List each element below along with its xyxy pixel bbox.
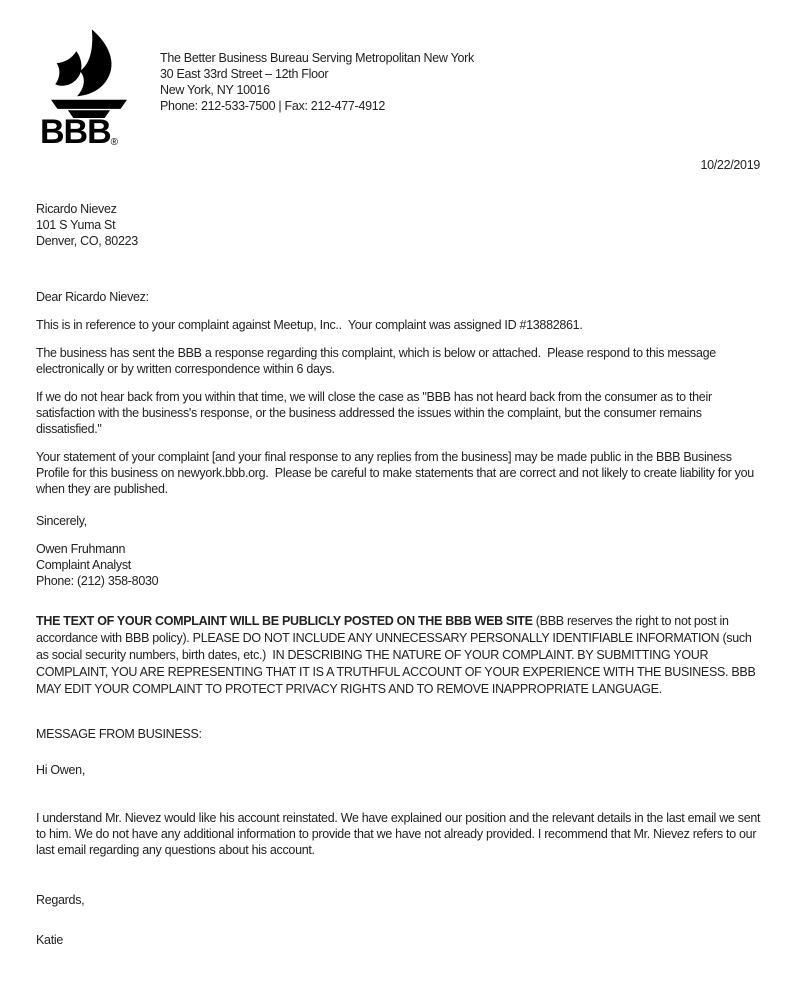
bbb-logo [40,28,148,157]
org-line-city: New York, NY 10016 [160,83,270,97]
recipient-city: Denver, CO, 80223 [36,234,138,248]
bbb-logo-letters: BBB [40,113,111,151]
public-posting-notice [36,613,766,698]
signer-title: Complaint Analyst [36,558,131,572]
closing-sincerely: Sincerely, [36,514,87,528]
org-line-name: The Better Business Bureau Serving Metropolitan New York [160,51,474,65]
salutation: Dear Ricardo Nievez: [36,290,149,304]
letter-body [0,289,796,948]
org-address-block [160,50,474,114]
recipient-street: 101 S Yuma St [36,218,116,232]
bbb-logo-text [40,113,148,157]
body-paragraph-response: The business has sent the BBB a response regarding this complaint, which is below or attached. Please respond to this message electronically or by written correspondence within 6 days. [36,346,720,376]
notice-bold-lead: THE TEXT OF YOUR COMPLAINT WILL BE PUBLICLY POSTED ON THE BBB WEB SITE [36,614,533,628]
business-message-body: I understand Mr. Nievez would like his account reinstated. We have explained our position and the relevant details in the last email we sent to him. We do not have any additional information to provide that we have not already provided. I recommend that Mr. Nievez refers to our last email regarding any questions about his account. [36,811,764,857]
business-signer: Katie [36,933,63,947]
body-paragraph-close-case: If we do not hear back from you within that time, we will close the case as "BBB has not heard back from the consumer as to their satisfaction with the business's response, or the business addressed the issues within the complaint, but the consumer remains dissatisfied." [36,390,715,436]
business-message-heading: MESSAGE FROM BUSINESS: [36,727,202,741]
bbb-torch-icon [42,28,136,118]
body-paragraph-reference: This is in reference to your complaint against Meetup, Inc.. Your complaint was assigned ID #13882861. [36,318,583,332]
recipient-name: Ricardo Nievez [36,202,117,216]
notice-rest: (BBB reserves the right to not post in accordance with BBB policy). PLEASE DO NOT INCLUDE ANY UNNECESSARY PERSONALLY IDENTIFIABLE INFORMATION (such as social security numbers, birth dates, etc.) IN DESCRIBING THE NATURE OF YOUR COMPLAINT. BY SUBMITTING YOUR COMPLAINT, YOU ARE REPRESENTING THAT IT IS A TRUTHFUL ACCOUNT OF YOUR EXPERIENCE WITH THE BUSINESS. BBB MAY EDIT YOUR COMPLAINT TO PROTECT PRIVACY RIGHTS AND TO REMOVE INAPPROPRIATE LANGUAGE. [36,614,759,696]
signature-block [36,541,766,589]
signer-phone: Phone: (212) 358-8030 [36,574,159,588]
business-closing: Regards, [36,893,85,907]
org-line-phone-fax: Phone: 212-533-7500 | Fax: 212-477-4912 [160,99,386,113]
letterhead [0,0,796,157]
letter-date: 10/22/2019 [700,158,760,172]
body-paragraph-public-statement: Your statement of your complaint [and your final response to any replies from the business] may be made public in the BBB Business Profile for this business on newyork.bbb.org. Please be careful to make statements that are correct and not likely to create liability for you when they are published. [36,450,758,496]
business-greeting: Hi Owen, [36,763,86,777]
signer-name: Owen Fruhmann [36,542,126,556]
registered-mark: ® [110,137,119,148]
org-line-street: 30 East 33rd Street – 12th Floor [160,67,329,81]
recipient-address-block [36,201,796,249]
